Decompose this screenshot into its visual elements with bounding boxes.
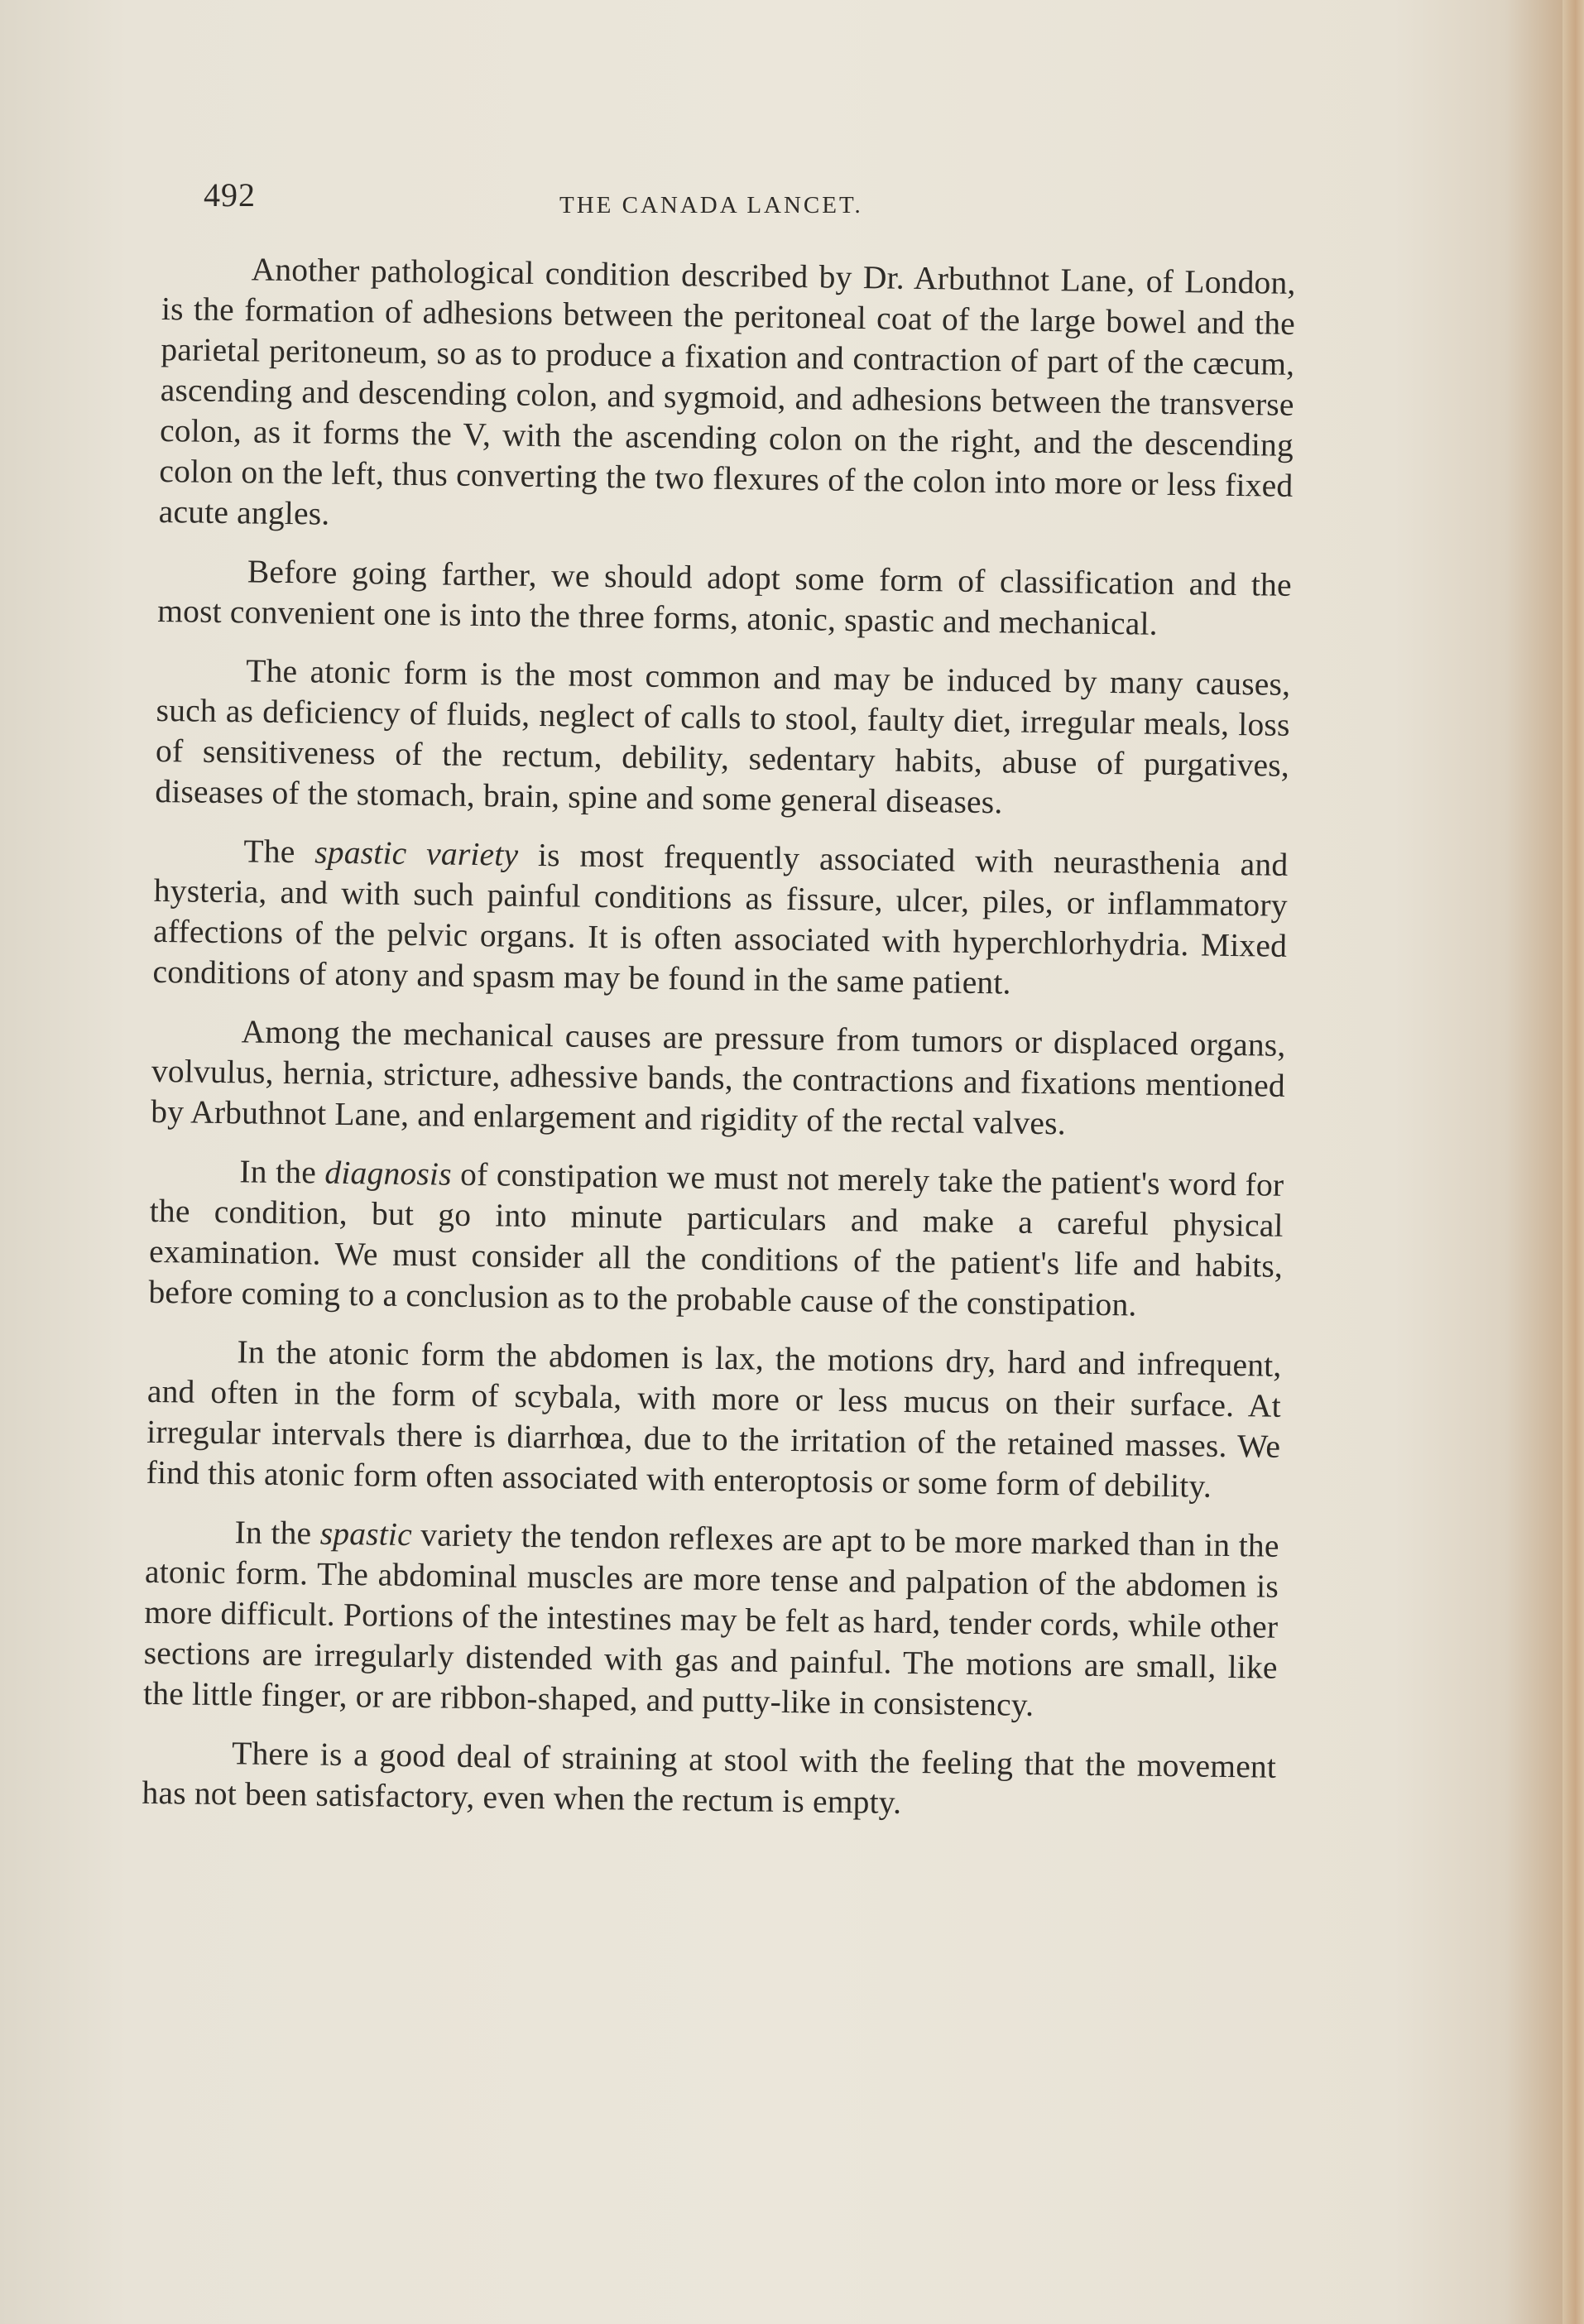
paragraph-atonic-form: The atonic form is the most common and may be induced by many causes, such as deficiency of fluids, neglect of calls to stool, faulty diet, irregular meals, loss of sensitiveness of the rectum, debility, sedentary habits, abuse of purgatives, diseases of the stomach, brain, spine and some general diseases. [155, 652, 1291, 821]
paragraph-spastic-variety [152, 830, 1288, 1007]
page-number: 492 [204, 176, 256, 214]
paragraph-text: In the [239, 1153, 325, 1191]
page-edge [1562, 0, 1584, 2324]
paragraph-spastic-signs [143, 1511, 1279, 1729]
paragraph-text: is most frequently associated with neurasthenia and hysteria, and with such painful conditions as fissure, ulcer, piles, or inflammatory affections of the pelvic organs. It is often associated with hyperchlorhydria. Mixed conditions of atony and spasm may be found in the same patient. [152, 836, 1289, 1001]
paragraph-text: variety the tendon reflexes are apt to be more marked than in the atonic form. The abdominal muscles are more tense and palpation of the abdomen is more difficult. Portions of the intestines may be felt as hard, tender cords, while other sections are irregularly distended with gas and painful. The motions are small, like the little finger, or are ribbon-shaped, and putty-like in consistency. [142, 1516, 1279, 1723]
body-text [142, 248, 1296, 1846]
paragraph-mechanical-causes: Among the mechanical causes are pressure from tumors or displaced organs, volvulus, hernia, stricture, adhessive bands, the contractions and fixations mentioned by Arbuthnot Lane, and enlargement and rigidity of the rectal valves. [151, 1013, 1286, 1142]
paragraph-text: In the [234, 1514, 321, 1552]
paragraph-text: The [243, 833, 315, 871]
italic-term: spastic variety [314, 833, 519, 873]
paragraph-text: of constipation we must not merely take the patient's word for the condition, but go into minute particulars and make a careful physical examination. We must consider all the conditions of the patient's life and habits, before coming to a conclusion as to the probable cause of the constipation. [148, 1155, 1284, 1323]
paragraph-adhesions: Another pathological condition described by Dr. Arbuthnot Lane, of London, is the formation of adhesions between the peritoneal coat of the large bowel and the parietal peritoneum, so as to produce a fixation and contraction of part of the cæcum, ascending and descending colon, and sygmoid, and adhesions between the transverse colon, as it forms the V, with the ascending colon on the right, and the descending colon on the left, thus converting the two flexures of the colon into more or less fixed acute angles. [158, 251, 1296, 532]
running-title: THE CANADA LANCET. [559, 192, 863, 218]
page-header [204, 175, 1296, 225]
italic-term: diagnosis [324, 1154, 453, 1193]
italic-term: spastic [319, 1515, 413, 1553]
paragraph-straining: There is a good deal of straining at stool with the feeling that the movement has not been satisfactory, even when the rectum is empty. [142, 1735, 1277, 1821]
paragraph-diagnosis [148, 1150, 1284, 1328]
paragraph-classification: Before going farther, we should adopt some form of classification and the most convenient one is into the three forms, atonic, spastic and mechanical. [156, 553, 1293, 642]
paragraph-atonic-signs: In the atonic form the abdomen is lax, the motions dry, hard and infrequent, and often in the form of scybala, with more or less mucus on their surface. At irregular intervals there is diarrhœa, due to the irritation of the retained masses. We find this atonic form often associated with enteroptosis or some form of debility. [146, 1333, 1282, 1505]
